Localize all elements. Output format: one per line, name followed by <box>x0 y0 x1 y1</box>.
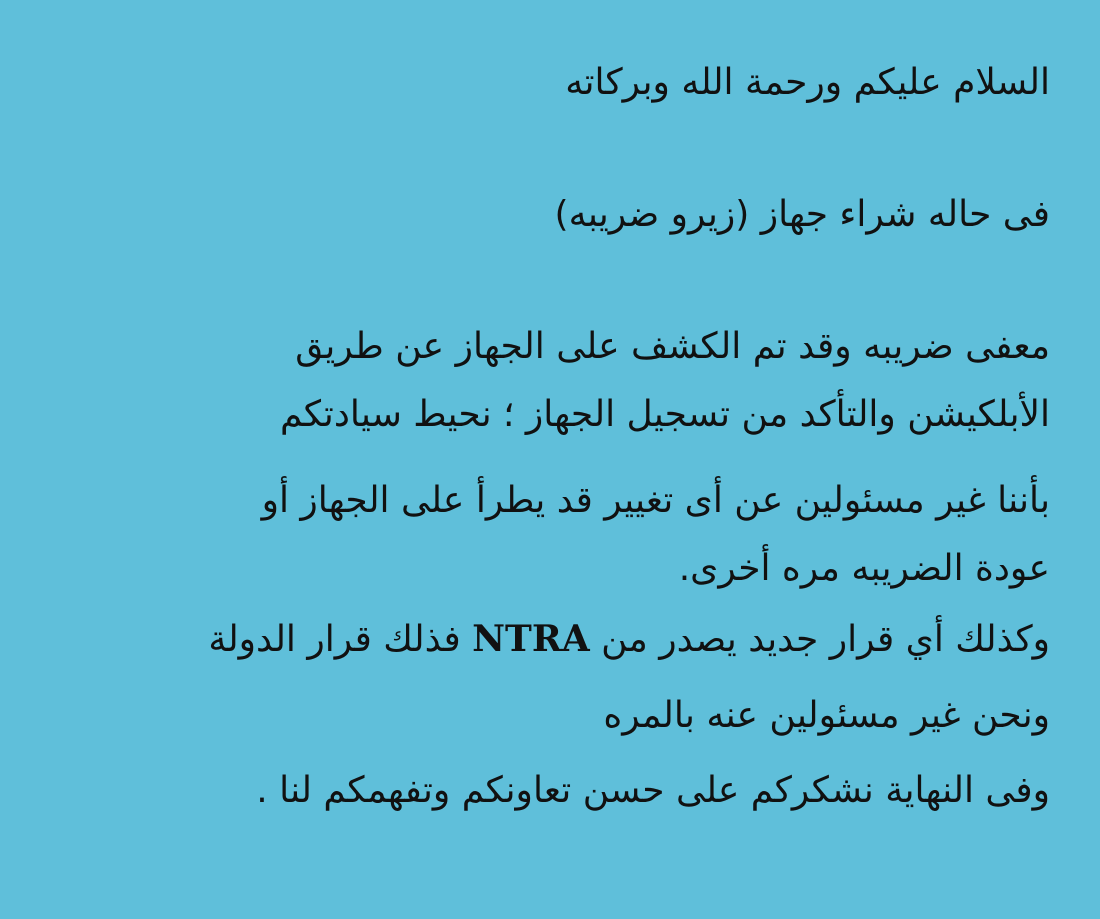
message-line-5-end: فذلك قرار الدولة <box>208 619 461 660</box>
message-line-2: الأبلكيشن والتأكد من تسجيل الجهاز ؛ نحيط سيادتكم <box>279 394 1050 435</box>
message-line-1: معفى ضريبه وقد تم الكشف على الجهاز عن طريق <box>295 326 1050 367</box>
message-line-7: وفى النهاية نشكركم على حسن تعاونكم وتفهمكم لنا . <box>256 770 1050 811</box>
message-line-3: بأننا غير مسئولين عن أى تغيير قد يطرأ على الجهاز أو <box>261 480 1050 521</box>
greeting-line: السلام عليكم ورحمة الله وبركاته <box>565 62 1050 103</box>
message-line-5-start: وكذلك أي قرار جديد يصدر من <box>601 619 1050 660</box>
message-line-6: ونحن غير مسئولين عنه بالمره <box>603 695 1050 736</box>
message-line-5 <box>208 617 1050 661</box>
ntra-brand: NTRA <box>472 618 590 660</box>
purchase-case-line: فى حاله شراء جهاز (زيرو ضريبه) <box>554 194 1050 235</box>
message-line-4: عودة الضريبه مره أخرى. <box>678 548 1050 589</box>
